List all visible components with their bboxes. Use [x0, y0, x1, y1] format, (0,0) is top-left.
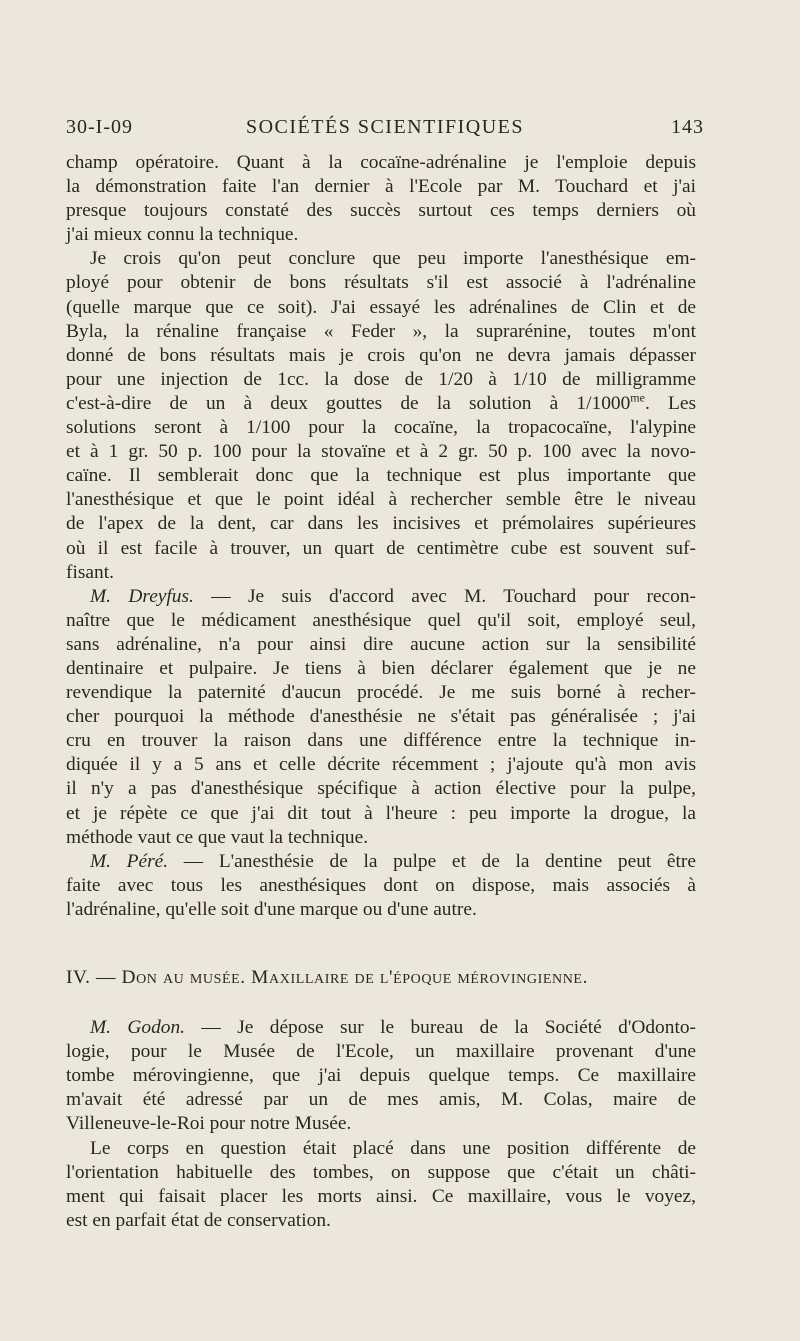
text-line	[66, 585, 696, 609]
text-line: de l'apex de la dent, car dans les incisives et prémolaires supérieures	[66, 513, 696, 535]
paragraph-dreyfus	[66, 585, 696, 850]
text-line: solutions seront à 1/100 pour la cocaïne, la tropacocaïne, l'alypine	[66, 417, 696, 439]
text-line: fisant.	[66, 561, 114, 583]
text-line: faite avec tous les anesthésiques dont on dispose, mais associés à	[66, 874, 696, 896]
text-line: et je répète ce que j'ai dit tout à l'heure : peu importe la drogue, la	[66, 802, 696, 824]
header-title: SOCIÉTÉS SCIENTIFIQUES	[245, 116, 524, 138]
paragraph-pere	[66, 850, 696, 922]
text-line-with-superscript	[66, 392, 696, 416]
paragraph-godon	[66, 1016, 696, 1136]
text-line: et à 1 gr. 50 p. 100 pour la stovaïne et à 2 gr. 50 p. 100 avec la novo-	[66, 441, 696, 463]
text-line: donné de bons résultats mais je crois qu'on ne devra jamais dépasser	[66, 344, 696, 366]
paragraph-conservation	[66, 1137, 696, 1233]
text-line: est en parfait état de conservation.	[66, 1209, 331, 1231]
text-line: presque toujours constaté des succès surtout ces temps derniers où	[66, 200, 696, 222]
speaker-name: M. Godon.	[90, 1017, 186, 1039]
text-line: Byla, la rénaline française « Feder », la suprarénine, toutes m'ont	[66, 320, 696, 342]
text-line: sans adrénaline, n'a pour ainsi dire aucune action sur la sensibilité	[66, 633, 696, 655]
text-line: méthode vaut ce que vaut la technique.	[66, 826, 369, 848]
text-fragment: — Je suis d'accord avec M. Touchard pour recon-	[193, 585, 696, 607]
text-line: l'orientation habituelle des tombes, on suppose que c'était un châti-	[66, 1161, 696, 1183]
spacer	[66, 996, 696, 1016]
page-number: 143	[671, 116, 704, 138]
text-line: logie, pour le Musée de l'Ecole, un maxillaire provenant d'une	[66, 1041, 696, 1063]
text-line: tombe mérovingienne, que j'ai depuis quelque temps. Ce maxillaire	[66, 1065, 696, 1087]
text-line: j'ai mieux connu la technique.	[66, 224, 299, 246]
text-line: (quelle marque que ce soit). J'ai essayé les adrénalines de Clin et de	[66, 296, 696, 318]
text-line: Le corps en question était placé dans une position différente de	[90, 1137, 696, 1159]
text-line: cher pourquoi la méthode d'anesthésie ne s'était pas généralisée ; j'ai	[66, 706, 696, 728]
text-line: l'adrénaline, qu'elle soit d'une marque ou d'une autre.	[66, 898, 477, 920]
paragraph-continuation	[66, 151, 696, 247]
text-line: caïne. Il semblerait donc que la technique est plus importante que	[66, 465, 696, 487]
text-fragment: . Les	[644, 392, 696, 414]
text-line: dentinaire et pulpaire. Je tiens à bien déclarer également que je ne	[66, 657, 696, 679]
speaker-name: M. Péré.	[90, 850, 169, 872]
text-line: pour une injection de 1cc. la dose de 1/20 à 1/10 de milligramme	[66, 368, 696, 390]
text-line: revendique la paternité d'aucun procédé. Je me suis borné à recher-	[66, 682, 696, 704]
speaker-name: M. Dreyfus.	[90, 585, 194, 607]
text-line: où il est facile à trouver, un quart de centimètre cube est souvent suf-	[66, 537, 696, 559]
text-line: il n'y a pas d'anesthésique spécifique à action élective pour la pulpe,	[66, 778, 696, 800]
spacer	[66, 946, 696, 966]
body-text	[66, 151, 696, 1233]
text-line: Villeneuve-le-Roi pour notre Musée.	[66, 1113, 352, 1135]
superscript: me	[630, 390, 645, 405]
text-line: diquée il y a 5 ans et celle décrite récemment ; j'ajoute qu'à mon avis	[66, 754, 696, 776]
text-line: champ opératoire. Quant à la cocaïne-adrénaline je l'emploie depuis	[66, 152, 696, 173]
running-head	[66, 116, 704, 144]
text-line	[66, 850, 696, 874]
text-line: la démonstration faite l'an dernier à l'Ecole par M. Touchard et j'ai	[66, 176, 696, 198]
text-line: m'avait été adressé par un de mes amis, M. Colas, maire de	[66, 1089, 696, 1111]
header-date: 30-I-09	[66, 116, 133, 138]
text-line: l'anesthésique et que le point idéal à rechercher semble être le niveau	[66, 489, 696, 511]
text-line: ployé pour obtenir de bons résultats s'il est associé à l'adrénaline	[66, 272, 696, 294]
text-fragment: c'est-à-dire de un à deux gouttes de la solution à 1/1000	[66, 392, 631, 414]
text-fragment: — Je dépose sur le bureau de la Société d'Odonto-	[185, 1017, 696, 1039]
text-line: naître que le médicament anesthésique quel qu'il soit, employé seul,	[66, 609, 696, 631]
text-line	[66, 1016, 696, 1040]
section-heading: IV. — Don au musée. Maxillaire de l'époque mérovingienne.	[66, 967, 589, 989]
text-line: Je crois qu'on peut conclure que peu importe l'anesthésique em-	[90, 248, 696, 270]
text-line: ment qui faisait placer les morts ainsi. Ce maxillaire, vous le voyez,	[66, 1185, 696, 1207]
spacer	[66, 922, 696, 946]
text-fragment: — L'anesthésie de la pulpe et de la dentine peut être	[168, 850, 696, 872]
paragraph-adrenaline	[66, 247, 696, 584]
text-line: cru en trouver la raison dans une différence entre la technique in-	[66, 730, 696, 752]
